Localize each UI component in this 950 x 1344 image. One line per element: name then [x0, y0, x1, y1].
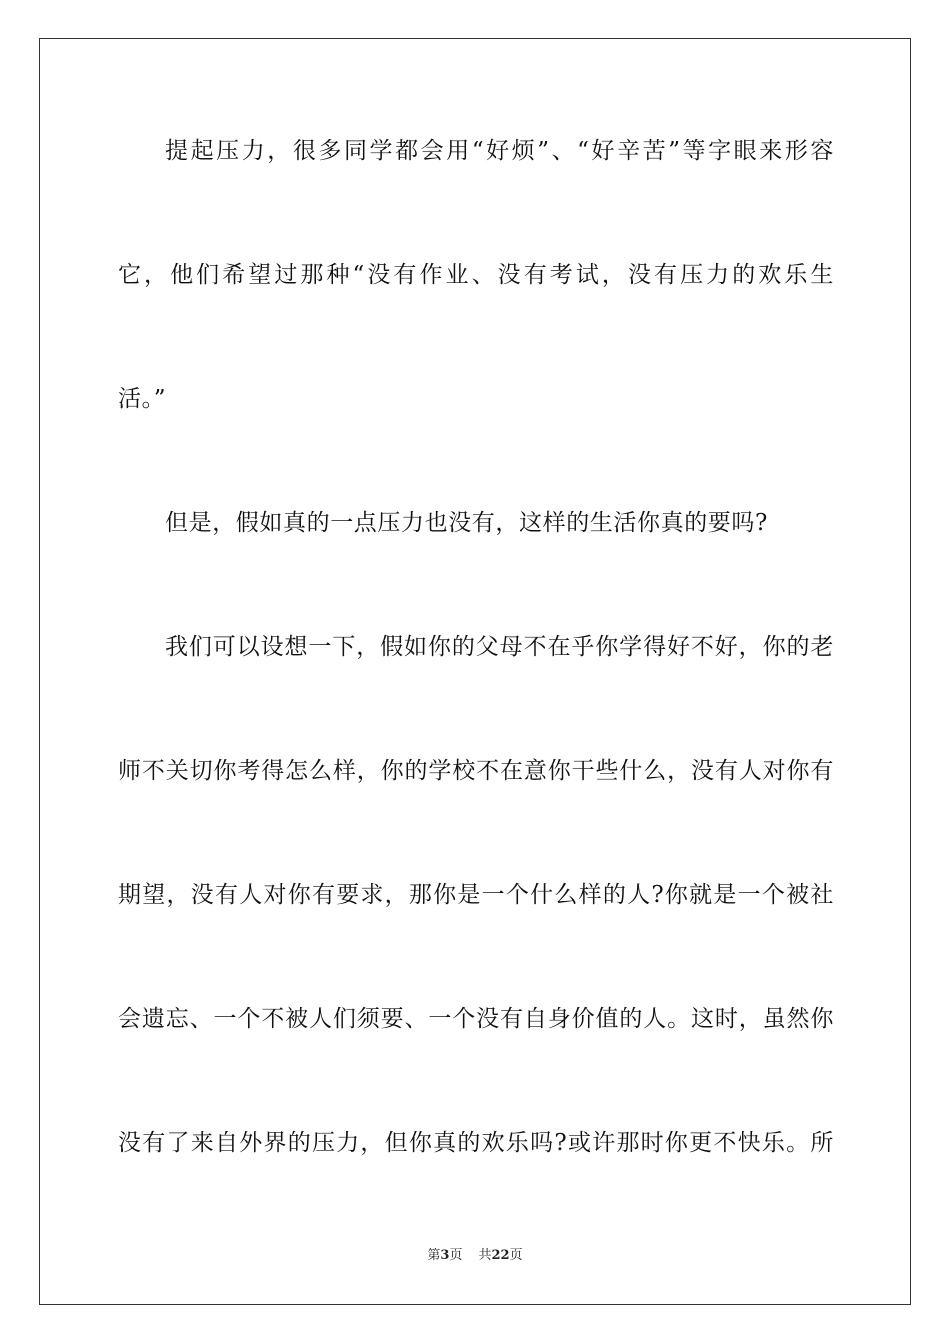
paragraph-2-line-1: 但是，假如真的一点压力也没有，这样的生活你真的要吗? — [165, 510, 768, 536]
paragraph-3-line-3: 期望，没有人对你有要求，那你是一个什么样的人?你就是一个被社 — [118, 882, 834, 908]
page-number: 3 — [440, 1248, 450, 1263]
paragraph-1-line-3: 活。” — [118, 386, 167, 412]
page-border — [39, 38, 911, 1305]
total-prefix: 共 — [478, 1248, 492, 1263]
page-footer — [0, 1248, 950, 1264]
paragraph-1-line-1: 提起压力，很多同学都会用“好烦”、“好辛苦”等字眼来形容 — [165, 138, 834, 164]
paragraph-3-line-4: 会遗忘、一个不被人们须要、一个没有自身价值的人。这时，虽然你 — [118, 1006, 834, 1032]
paragraph-3-line-5: 没有了来自外界的压力，但你真的欢乐吗?或许那时你更不快乐。所 — [118, 1130, 834, 1156]
total-pages: 22 — [491, 1248, 510, 1263]
paragraph-3-line-2: 师不关切你考得怎么样，你的学校不在意你干些什么，没有人对你有 — [118, 758, 834, 784]
total-suffix: 页 — [509, 1248, 523, 1263]
paragraph-3-line-1: 我们可以设想一下，假如你的父母不在乎你学得好不好，你的老 — [165, 634, 834, 660]
page-suffix: 页 — [449, 1248, 463, 1263]
page-prefix: 第 — [427, 1248, 441, 1263]
paragraph-1-line-2: 它，他们希望过那种“没有作业、没有考试，没有压力的欢乐生 — [118, 262, 834, 288]
